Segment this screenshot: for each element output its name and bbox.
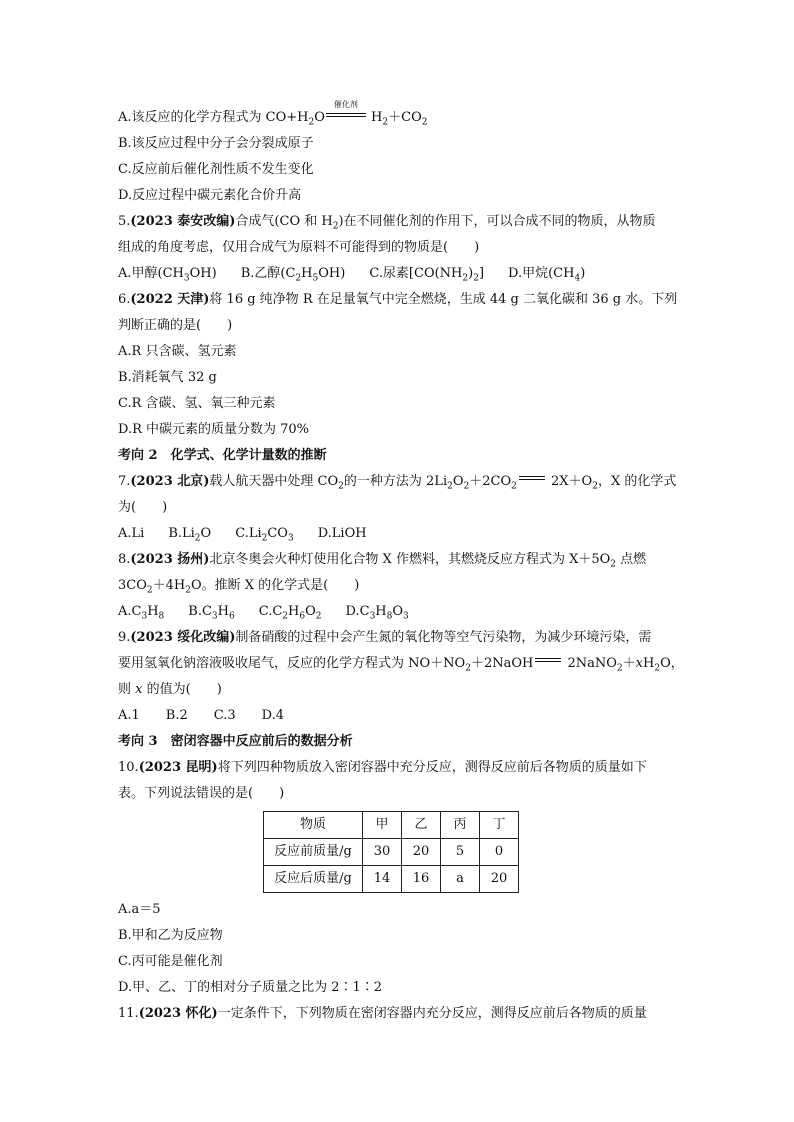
q7-stem-line1: 7.(2023 北京)载人航天器中处理 $CO_2$的一种方法为 $2Li_2O_2+2CO_2$ $2X+O_2$，X 的化学式 bbox=[118, 474, 677, 492]
table-cell: 16 bbox=[402, 866, 441, 893]
q10-option-a: A.a＝5 bbox=[118, 902, 161, 917]
section-heading-2: 考向 2 化学式、化学计量数的推断 bbox=[118, 448, 327, 463]
q10-option-b: B.甲和乙为反应物 bbox=[118, 928, 223, 943]
q4-option-b: B.该反应过程中分子会分裂成原子 bbox=[118, 136, 314, 151]
q5-options: A.甲醇$(CH_3OH)$ B.乙醇$(C_2H_5OH)$ C.尿素$[CO(NH_2)_2]$ D.甲烷$(CH_4)$ bbox=[118, 266, 586, 284]
q8-stem-line1: 8.(2023 扬州)北京冬奥会火种灯使用化合物 X 作燃料，其燃烧反应方程式为 $X+5O_2$ 点燃 bbox=[118, 552, 647, 570]
q6-stem-line1: 6.(2022 天津)将 16 g 纯净物 R 在足量氧气中完全燃烧，生成 44 g 二氧化碳和 36 g 水。下列 bbox=[118, 292, 678, 307]
table-cell: 20 bbox=[402, 839, 441, 866]
table-cell: 0 bbox=[480, 839, 519, 866]
table-cell: 30 bbox=[363, 839, 402, 866]
table-cell: 反应后质量/g bbox=[264, 866, 363, 893]
table-cell: 反应前质量/g bbox=[264, 839, 363, 866]
q10-option-d: D.甲、乙、丁的相对分子质量之比为 2∶1∶2 bbox=[118, 980, 383, 995]
table-cell: 乙 bbox=[402, 812, 441, 839]
q5-stem-line1: 5.(2023 泰安改编)合成气(CO 和 $H_2$)在不同催化剂的作用下，可以合成不同的物质，从物质 bbox=[118, 214, 656, 232]
q10-option-c: C.丙可能是催化剂 bbox=[118, 954, 223, 969]
mass-table bbox=[263, 811, 519, 893]
table-cell: a bbox=[441, 866, 480, 893]
q9-stem-line2: 要用氢氧化钠溶液吸收尾气，反应的化学方程式为 $NO+NO_2+2NaOH$ $2NaNO_2+xH_2O$， bbox=[118, 656, 684, 674]
table-cell: 物质 bbox=[264, 812, 363, 839]
equals-sign bbox=[519, 475, 545, 483]
q6-option-d: D.R 中碳元素的质量分数为 70% bbox=[118, 422, 310, 437]
table-cell: 14 bbox=[363, 866, 402, 893]
q7-stem-line2: 为( ) bbox=[118, 500, 168, 515]
q6-stem-line2: 判断正确的是( ) bbox=[118, 318, 233, 333]
table-cell: 甲 bbox=[363, 812, 402, 839]
q8-stem-line2: $3CO_2+4H_2O$。推断 X 的化学式是( ) bbox=[118, 578, 360, 596]
equals-sign bbox=[535, 657, 561, 665]
table-row bbox=[264, 866, 519, 893]
q6-option-b: B.消耗氧气 32 g bbox=[118, 370, 217, 385]
table-row bbox=[264, 839, 519, 866]
q9-stem-line3: 则 x 的值为( ) bbox=[118, 682, 222, 697]
q5-stem-line2: 组成的角度考虑，仅用合成气为原料不可能得到的物质是( ) bbox=[118, 240, 480, 255]
q10-stem-line2: 表。下列说法错误的是( ) bbox=[118, 786, 285, 801]
section-heading-3: 考向 3 密闭容器中反应前后的数据分析 bbox=[118, 734, 353, 749]
catalyst-equals-sign: 催化剂 bbox=[326, 107, 366, 123]
document-page bbox=[118, 100, 684, 1027]
q8-options: $A.C_3H_8$ $B.C_3H_6$ $C.C_2H_6O_2$ $D.C_3H_8O_3$ bbox=[118, 604, 409, 622]
table-cell: 5 bbox=[441, 839, 480, 866]
q4-option-a: A.该反应的化学方程式为 $CO+H_2O$ 催化剂 $H_2+CO_2$ bbox=[118, 100, 428, 128]
q6-option-a: A.R 只含碳、氢元素 bbox=[118, 344, 237, 359]
q4-option-d: D.反应过程中碳元素化合价升高 bbox=[118, 188, 302, 203]
q11-stem-line1: 11.(2023 怀化)一定条件下，下列物质在密闭容器内充分反应，测得反应前后各物质的质量 bbox=[118, 1006, 647, 1021]
q9-options: A.1 B.2 C.3 D.4 bbox=[118, 708, 284, 723]
table-cell: 丙 bbox=[441, 812, 480, 839]
table-cell: 丁 bbox=[480, 812, 519, 839]
table-cell: 20 bbox=[480, 866, 519, 893]
q7-options: A.Li $B.Li_2O$ $C.Li_2CO_3$ D.LiOH bbox=[118, 526, 367, 544]
table-header-row bbox=[264, 812, 519, 839]
q6-option-c: C.R 含碳、氢、氧三种元素 bbox=[118, 396, 276, 411]
q4-option-c: C.反应前后催化剂性质不发生变化 bbox=[118, 162, 314, 177]
q9-stem-line1: 9.(2023 绥化改编)制备硝酸的过程中会产生氮的氧化物等空气污染物，为减少环境污染，需 bbox=[118, 630, 652, 645]
q10-stem-line1: 10.(2023 昆明)将下列四种物质放入密闭容器中充分反应，测得反应前后各物质的质量如下 bbox=[118, 760, 647, 775]
